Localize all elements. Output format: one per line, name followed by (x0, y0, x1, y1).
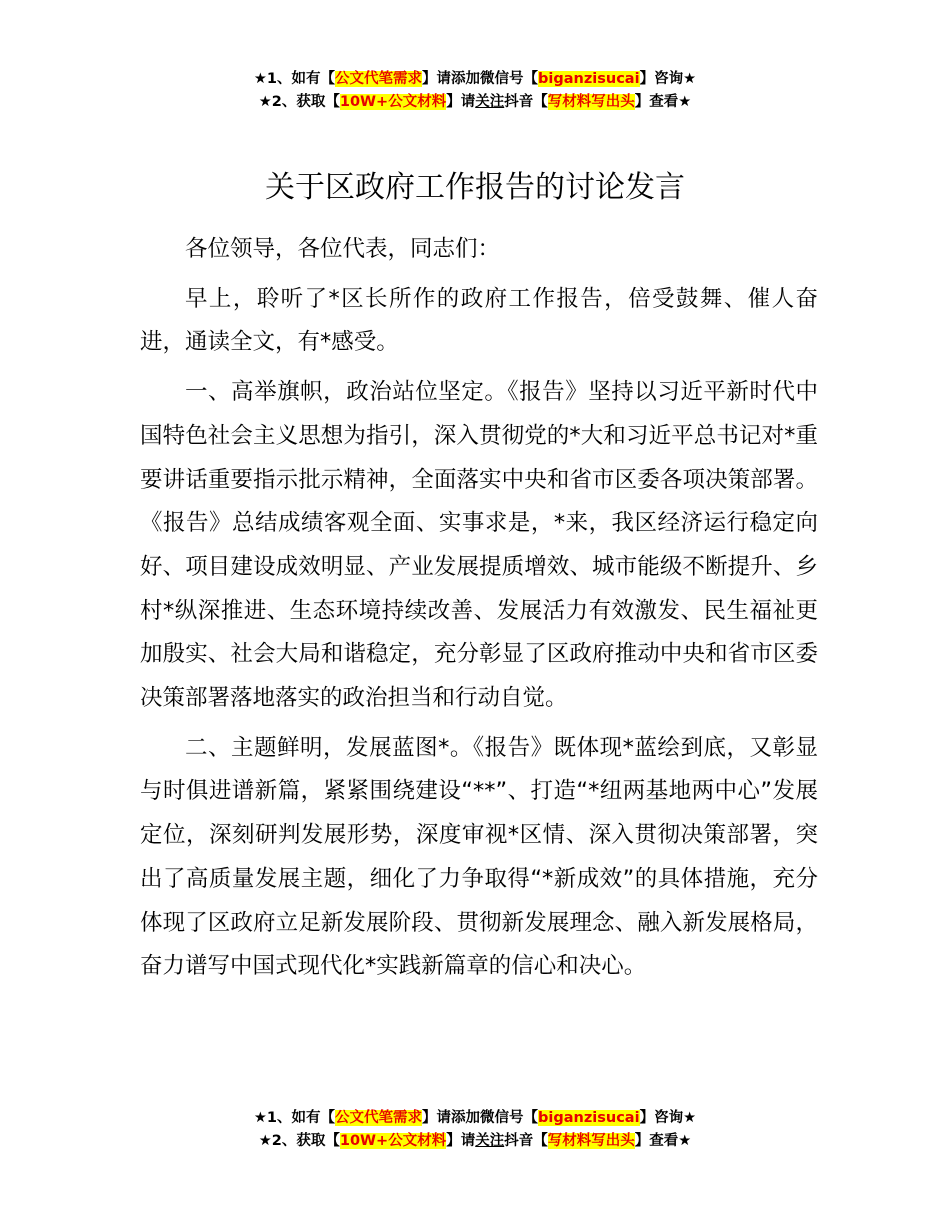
banner-highlight-materials: 10W+公文材料 (339, 94, 447, 110)
document-body (140, 228, 818, 995)
footer-banner (0, 1107, 950, 1153)
banner-line-1: ★1、如有【公文代笔需求】请添加微信号【biganzisucai】咨询★ (253, 71, 697, 87)
document-title: 关于区政府工作报告的讨论发言 (265, 170, 685, 205)
banner-highlight-service: 公文代笔需求 (335, 1110, 423, 1126)
banner-highlight-douyin: 写材料写出头 (547, 94, 635, 110)
paragraph-section-2: 二、主题鲜明，发展蓝图*。《报告》既体现*蓝绘到底，又彰显与时俱进谱新篇，紧紧围绕建设“**”、打造“*纽两基地两中心”发展定位，深刻研判发展形势，深度审视*区情、深入贯彻决策部署，突出了高质量发展主题，细化了力争取得“*新成效”的具体措施，充分体现了区政府立足新发展阶段、贯彻新发展理念、融入新发展格局，奋力谱写中国式现代化*实践新篇章的信心和决心。 (140, 734, 818, 980)
banner-line-2: ★2、获取【10W+公文材料】请关注抖音【写材料写出头】查看★ (258, 1133, 692, 1149)
banner-highlight-service: 公文代笔需求 (335, 71, 423, 87)
banner-highlight-wechat: biganzisucai (538, 71, 640, 87)
paragraph-intro: 早上，聆听了*区长所作的政府工作报告，倍受鼓舞、催人奋进，通读全文，有*感受。 (140, 285, 818, 356)
banner-underline-follow: 关注 (475, 94, 505, 110)
banner-highlight-douyin: 写材料写出头 (547, 1133, 635, 1149)
paragraph-section-1: 一、高举旗帜，政治站位坚定。《报告》坚持以习近平新时代中国特色社会主义思想为指引，深入贯彻党的*大和习近平总书记对*重要讲话重要指示批示精神，全面落实中央和省市区委各项决策部署。《报告》总结成绩客观全面、实事求是，*来，我区经济运行稳定向好、项目建设成效明显、产业发展提质增效、城市能级不断提升、乡村*纵深推进、生态环境持续改善、发展活力有效激发、民生福祉更加殷实、社会大局和谐稳定，充分彰显了区政府推动中央和省市区委决策部署落地落实的政治担当和行动自觉。 (140, 379, 818, 712)
greeting: 各位领导，各位代表，同志们： (185, 236, 501, 262)
banner-underline-follow: 关注 (475, 1133, 505, 1149)
banner-highlight-materials: 10W+公文材料 (339, 1133, 447, 1149)
header-banner (0, 68, 950, 114)
banner-line-1: ★1、如有【公文代笔需求】请添加微信号【biganzisucai】咨询★ (253, 1110, 697, 1126)
banner-line-2: ★2、获取【10W+公文材料】请关注抖音【写材料写出头】查看★ (258, 94, 692, 110)
banner-highlight-wechat: biganzisucai (538, 1110, 640, 1126)
